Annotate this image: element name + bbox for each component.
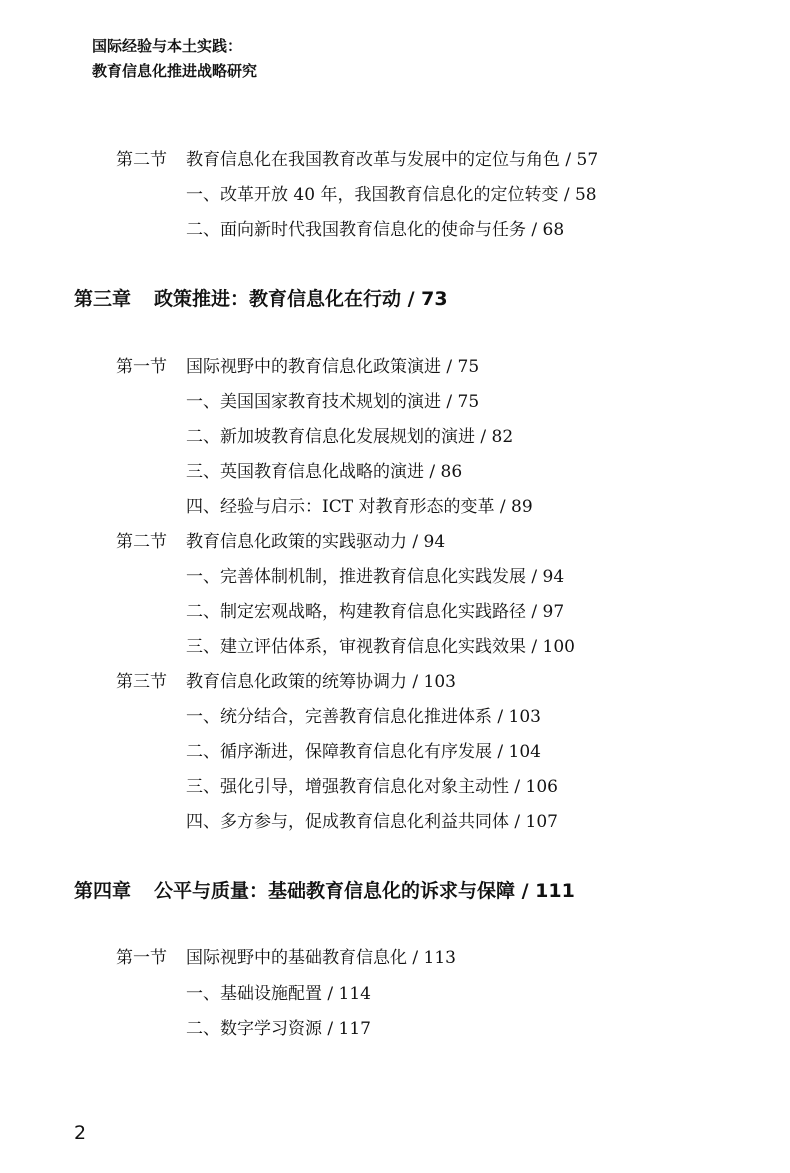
toc-item: 一、基础设施配置 / 114 — [186, 984, 371, 1004]
toc-item: 四、经验与启示：ICT 对教育形态的变革 / 89 — [186, 497, 533, 517]
toc-section-title: 教育信息化政策的统筹协调力 / 103 — [186, 672, 456, 692]
toc-item: 二、新加坡教育信息化发展规划的演进 / 82 — [186, 427, 514, 447]
toc-chapter-label: 第三章 — [74, 288, 132, 310]
toc-section — [116, 670, 456, 694]
toc-section-title: 国际视野中的教育信息化政策演进 / 75 — [186, 357, 480, 377]
toc-section-label: 第二节 — [116, 532, 167, 552]
toc-item: 二、面向新时代我国教育信息化的使命与任务 / 68 — [186, 220, 565, 240]
toc-section — [116, 355, 479, 379]
toc-section-label: 第三节 — [116, 672, 167, 692]
toc-chapter — [74, 879, 575, 903]
toc-item: 四、多方参与，促成教育信息化利益共同体 / 107 — [186, 812, 558, 832]
toc-section-title: 教育信息化在我国教育改革与发展中的定位与角色 / 57 — [186, 150, 599, 170]
toc-chapter-title: 公平与质量：基础教育信息化的诉求与保障 / 111 — [154, 880, 575, 902]
toc-item: 一、改革开放 40 年，我国教育信息化的定位转变 / 58 — [186, 185, 597, 205]
page-number: 2 — [74, 1122, 87, 1144]
running-header-book-title: 国际经验与本土实践： — [92, 37, 243, 55]
toc-section — [116, 148, 598, 172]
toc-item: 一、美国国家教育技术规划的演进 / 75 — [186, 392, 480, 412]
toc-item: 一、统分结合，完善教育信息化推进体系 / 103 — [186, 707, 541, 727]
toc-section-label: 第二节 — [116, 150, 167, 170]
toc-section-title: 教育信息化政策的实践驱动力 / 94 — [186, 532, 446, 552]
toc-chapter — [74, 287, 448, 311]
toc-section-title: 国际视野中的基础教育信息化 / 113 — [186, 948, 456, 968]
running-header-book-subtitle: 教育信息化推进战略研究 — [92, 62, 258, 80]
toc-section-label: 第一节 — [116, 357, 167, 377]
toc-section — [116, 946, 456, 970]
toc-item: 二、制定宏观战略，构建教育信息化实践路径 / 97 — [186, 602, 565, 622]
toc-section — [116, 530, 445, 554]
toc-section-label: 第一节 — [116, 948, 167, 968]
toc-item: 二、数字学习资源 / 117 — [186, 1019, 371, 1039]
toc-chapter-title: 政策推进：教育信息化在行动 / 73 — [154, 288, 448, 310]
toc-item: 二、循序渐进，保障教育信息化有序发展 / 104 — [186, 742, 541, 762]
toc-item: 三、英国教育信息化战略的演进 / 86 — [186, 462, 463, 482]
toc-item: 三、建立评估体系，审视教育信息化实践效果 / 100 — [186, 637, 575, 657]
toc-item: 一、完善体制机制，推进教育信息化实践发展 / 94 — [186, 567, 565, 587]
toc-chapter-label: 第四章 — [74, 880, 132, 902]
toc-item: 三、强化引导，增强教育信息化对象主动性 / 106 — [186, 777, 558, 797]
